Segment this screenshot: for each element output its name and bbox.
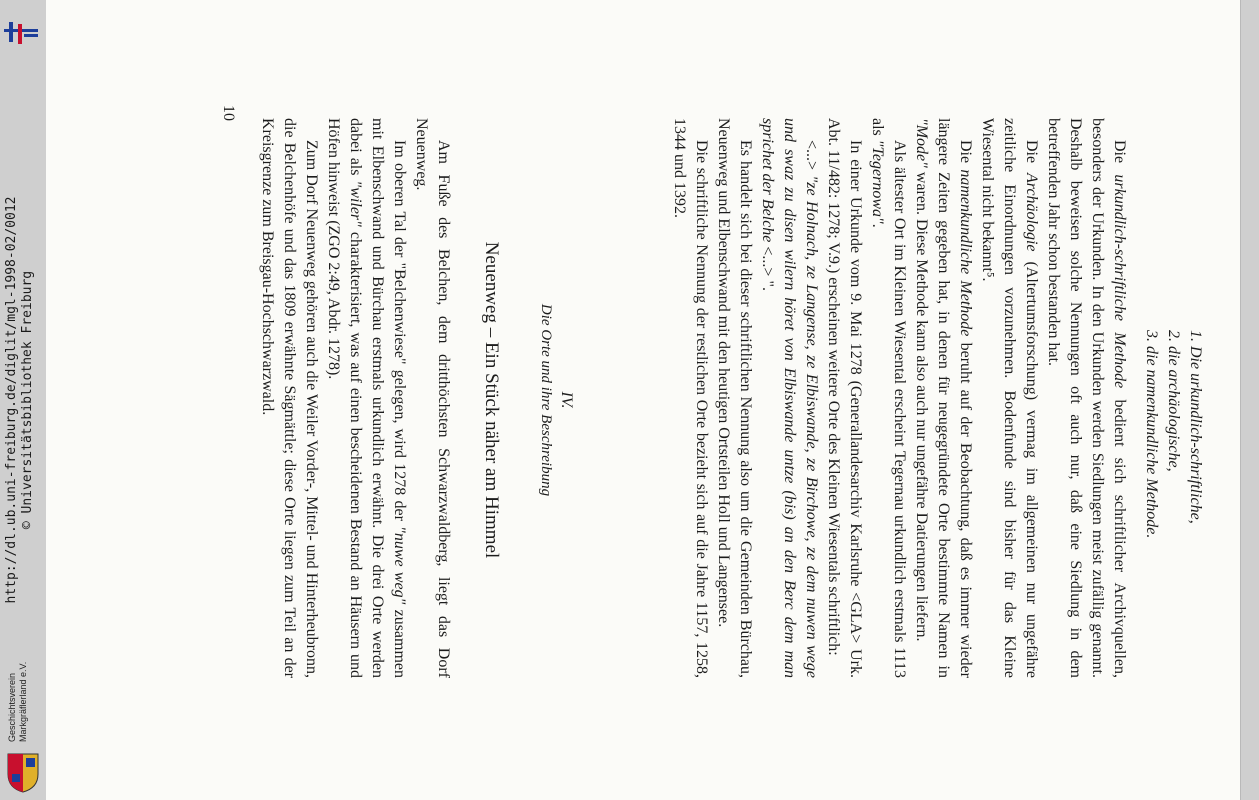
viewer-right-bar	[1240, 0, 1259, 800]
viewer-left-bar	[0, 0, 47, 800]
paragraph: Die Archäologie (Altertumsforschung) vermag im allgemeinen nur ungefähre zeitliche Einordnungen vorzunehmen. Bodenfunde sind bisher für das Kleine Wiesental nicht bekannt⁵.	[979, 118, 1040, 678]
section-subtitle: Die Orte und ihre Beschreibung	[538, 303, 554, 497]
coat-of-arms-icon	[6, 750, 40, 794]
section-number: IV.	[558, 391, 575, 409]
paragraph: Als ältester Ort im Kleinen Wiesental erscheint Tegernau urkundlich erstmals 1113 als "Tegernowa".	[869, 118, 908, 678]
document-url[interactable]: http://dl.ub.uni-freiburg.de/diglit/mgl-1998-02/0012 © Universitätsbibliothek Freiburg	[4, 0, 36, 800]
list-item: 2. die archäologische,	[1165, 330, 1182, 472]
body-text-lower	[256, 118, 454, 678]
paragraph: Die namenkundliche Methode beruht auf der Beobachtung, daß es immer wieder längere Zeiten gegeben hat, in denen für neugegründete Orte bestimmte Namen in "Mode" waren. Diese Methode kann also auch nur ungefähre Datierungen liefern.	[913, 118, 974, 678]
publisher-name: Geschichtsverein Markgräflerland e.V.	[7, 661, 28, 742]
paragraph: Es handelt sich bei dieser schriftlichen Nennung also um die Gemeinden Bürchau, Neuenweg und Elbenschwand mit den heutigen Ortsteilen Holl und Langensee.	[715, 118, 754, 678]
list-item: 3. die namenkundliche Methode.	[1143, 330, 1160, 539]
paragraph: Zum Dorf Neuenweg gehören auch die Weiler Vorder-, Mittel- und Hinterheubronn, die Belchenhöfe und das 1809 erwähnte Sägmättle; diese Orte liegen zum Teil an der Kreisgrenze zum Breisgau-Hochschwarzwald.	[259, 118, 320, 678]
copyright-notice: © Universitätsbibliothek Freiburg	[20, 270, 35, 530]
paragraph: Die schriftliche Nennung der restlichen Orte bezieht sich auf die Jahre 1157, 1258, 1344 und 1392.	[671, 118, 710, 678]
paragraph: In einer Urkunde vom 9. Mai 1278 (Generallandesarchiv Karlsruhe <GLA> Urk. Abt. 11/482: 1278; V.9.) erscheinen weitere Orte des Kleinen Wiesentals schriftlich:	[825, 118, 864, 678]
method-list	[1140, 330, 1206, 538]
document-page	[46, 0, 1240, 800]
body-text-upper	[668, 118, 1130, 678]
paragraph: Im oberen Tal der "Belchenwiese" gelegen, wird 1278 der "nuwe weg" zusammen mit Elbenschwand und Bürchau erstmals urkundlich erwähnt. Die drei Orte werden dabei als "wiler" charakterisiert, was auf einen bescheidenen Bestand an Häusern und Höfen hinweist (ZGO 2:49, Abdr. 1278).	[325, 118, 408, 679]
quote-paragraph: <...> "ze Holnach, ze Langense, ze Elbiswande, ze Birchowe, ze dem nuwen wege und swaz zu disen wilern höret von Elbiswande untze (bis) an den Berc dem man sprichet der Belche <...> ".	[759, 118, 820, 679]
list-item: 1. Die urkundlich-schriftliche,	[1187, 330, 1204, 524]
rotated-page-content	[46, 0, 1240, 800]
paragraph: Am Fuße des Belchen, dem dritthöchsten Schwarzwaldberg, liegt das Dorf Neuenweg.	[413, 118, 452, 678]
section-heading: Neuenweg – Ein Stück näher am Himmel	[481, 241, 502, 559]
page-number: 10	[220, 105, 237, 121]
paragraph: Die urkundlich-schriftliche Methode bedient sich schriftlicher Archivquellen, besonders der Urkunden. In den Urkunden werden Siedlungen meist zufällig genannt. Deshalb beweisen solche Nennungen oft auch nur, daß eine Siedlung in dem betreffenden Jahr schon bestanden hat.	[1045, 118, 1128, 679]
